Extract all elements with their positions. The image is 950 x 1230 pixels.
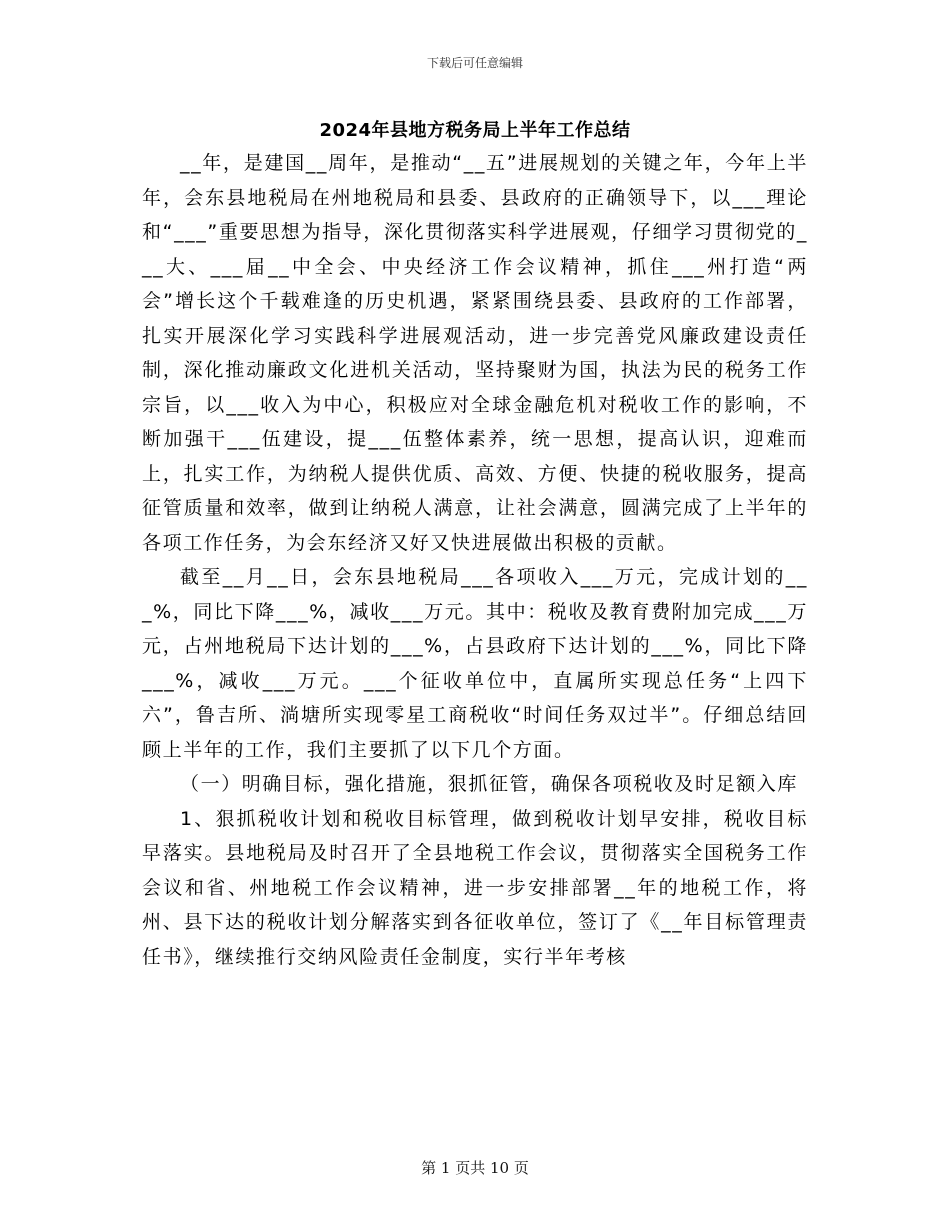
header-note: 下载后可任意编辑 — [426, 56, 523, 70]
document-title: 2024年县地方税务局上半年工作总结 — [319, 120, 631, 141]
paragraph: __年，是建国__周年，是推动“__五”进展规划的关键之年，今年上半年，会东县地税局在州地税局和县委、县政府的正确领导下，以___理论和“___”重要思想为指导，深化贯彻落实科学进展观，仔细学习贯彻党的___大、___届__中全会、中央经济工作会议精神，抓住___州打造“两会”增长这个千载难逢的历史机遇，紧紧围绕县委、县政府的工作部署，扎实开展深化学习实践科学进展观活动，进一步完善党风廉政建设责任制，深化推动廉政文化进机关活动，坚持聚财为国，执法为民的税务工作宗旨，以___收入为中心，积极应对全球金融危机对税收工作的影响，不断加强干___伍建设，提___伍整体素养，统一思想，提高认识，迎难而上，扎实工作，为纳税人提供优质、高效、方便、快捷的税收服务，提高征管质量和效率，做到让纳税人满意，让社会满意，圆满完成了上半年的各项工作任务，为会东经济又好又快进展做出积极的贡献。 — [142, 152, 808, 554]
page-footer: 第 1 页共 10 页 — [421, 1159, 529, 1177]
paragraph: 1、狠抓税收计划和税收目标管理，做到税收计划早安排，税收目标早落实。县地税局及时召开了全县地税工作会议，贯彻落实全国税务工作会议和省、州地税工作会议精神，进一步安排部署__年的地税工作，将州、县下达的税收计划分解落实到各征收单位，签订了《__年目标管理责任书》，继续推行交纳风险责任金制度，实行半年考核 — [142, 807, 808, 968]
document-body — [142, 146, 808, 974]
paragraph: 截至__月__日，会东县地税局___各项收入___万元，完成计划的___%，同比下降___%，减收___万元。其中：税收及教育费附加完成___万元，占州地税局下达计划的___%，占县政府下达计划的___%，同比下降___%，减收___万元。___个征收单位中，直属所实现总任务“上四下六”，鲁吉所、淌塘所实现零星工商税收“时间任务双过半”。仔细总结回顾上半年的工作，我们主要抓了以下几个方面。 — [142, 566, 808, 761]
section-heading: （一）明确目标，强化措施，狠抓征管，确保各项税收及时足额入库 — [180, 773, 799, 795]
